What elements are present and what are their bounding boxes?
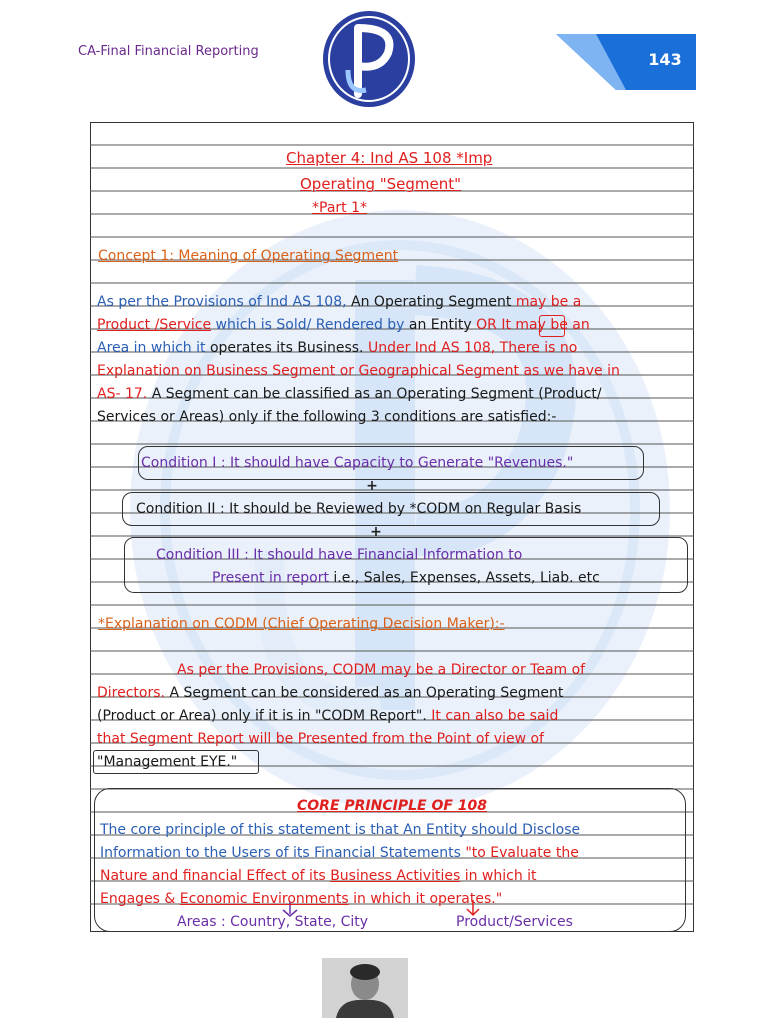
text-line [97,683,563,703]
text-line [97,292,581,312]
text-run: "to Evaluate the [465,845,579,861]
text-run: Services or Areas) only if the following 3 conditions are satisfied:- [97,409,557,425]
text-run: It can also be said [431,708,559,724]
plus-sign-2: + [370,524,382,540]
text-run: that Segment Report will be Presented from the Point of view of [97,731,544,747]
page-number: 143 [648,50,682,69]
text-line [97,729,544,749]
text-run: As per the Provisions, CODM may be a Director or Team of [177,662,586,678]
text-run: OR [476,317,497,333]
text-line [177,660,585,680]
concept-heading: Concept 1: Meaning of Operating Segment [98,248,399,264]
text-line [97,706,558,726]
text-line [156,545,522,565]
text-run: Nature and financial Effect of its [100,868,331,884]
text-run: Business Activities [330,868,461,884]
text-run: As per the Provisions of Ind AS 108, [97,294,352,310]
text-run: Condition I : It should have Capacity to Generate [141,455,488,471]
text-run: in which it operates." [348,891,503,907]
text-line [100,843,579,863]
text-run: Information to the Users of its Financial Statements [100,845,466,861]
part-label: *Part 1* [312,200,367,216]
text-line [97,407,556,427]
text-run: Condition III : It should have Financial Information to [156,547,523,563]
text-run: It may be an [496,317,590,333]
publisher-logo [318,8,420,110]
text-run: i.e., Sales, Expenses, Assets, Liab. etc [333,570,600,586]
text-run: Area in which it [97,340,210,356]
text-run: AS- 17. [97,386,152,402]
text-run: A Segment can be classified as an Operating Segment (Product/ [151,386,602,402]
text-run: Condition II : It should be Reviewed by *CODM on Regular Basis [136,501,582,517]
text-run: Directors. [97,685,170,701]
text-line [97,338,577,358]
text-line [212,568,600,588]
codm-heading: *Explanation on CODM (Chief Operating Decision Maker):- [98,616,505,632]
chapter-subtitle: Operating "Segment" [300,175,462,193]
text-run: Present in report [212,570,334,586]
text-run: Under Ind AS 108, There is no [367,340,578,356]
text-run: An Operating Segment [351,294,516,310]
text-run: Explanation on Business Segment or Geographical Segment as we have in [97,363,620,379]
text-line [97,361,620,381]
author-photo [322,958,408,1018]
text-run: an Entity [408,317,477,333]
text-run: (Product or Area) only if it is in "CODM Report". [97,708,432,724]
text-run: The core principle of this statement is that An Entity should Disclose [100,822,581,838]
text-line [136,499,581,519]
text-line [97,752,237,772]
text-line [100,866,537,886]
core-principle-heading: CORE PRINCIPLE OF 108 [297,798,488,814]
text-run: in which it [460,868,537,884]
text-run: which is Sold/ Rendered by [211,317,409,333]
text-line [97,384,602,404]
text-run: A Segment can be considered as an Operating Segment [169,685,564,701]
areas-note: Areas : Country, State, City [177,914,369,930]
text-line [100,820,580,840]
text-run: may be a [515,294,582,310]
plus-sign-1: + [366,478,378,494]
text-run: Economic Environments [179,891,349,907]
text-line [97,315,590,335]
document-header-title: CA-Final Financial Reporting [78,44,259,59]
products-note: Product/Services [456,914,573,930]
text-run: "Revenues." [487,455,574,471]
text-line [100,889,502,909]
text-run: "Management EYE." [97,754,238,770]
text-run: operates its Business. [209,340,368,356]
text-run: Product /Service [97,317,212,333]
text-line [141,453,573,473]
chapter-title: Chapter 4: Ind AS 108 *Imp [286,149,493,167]
text-run: Engages & [100,891,180,907]
